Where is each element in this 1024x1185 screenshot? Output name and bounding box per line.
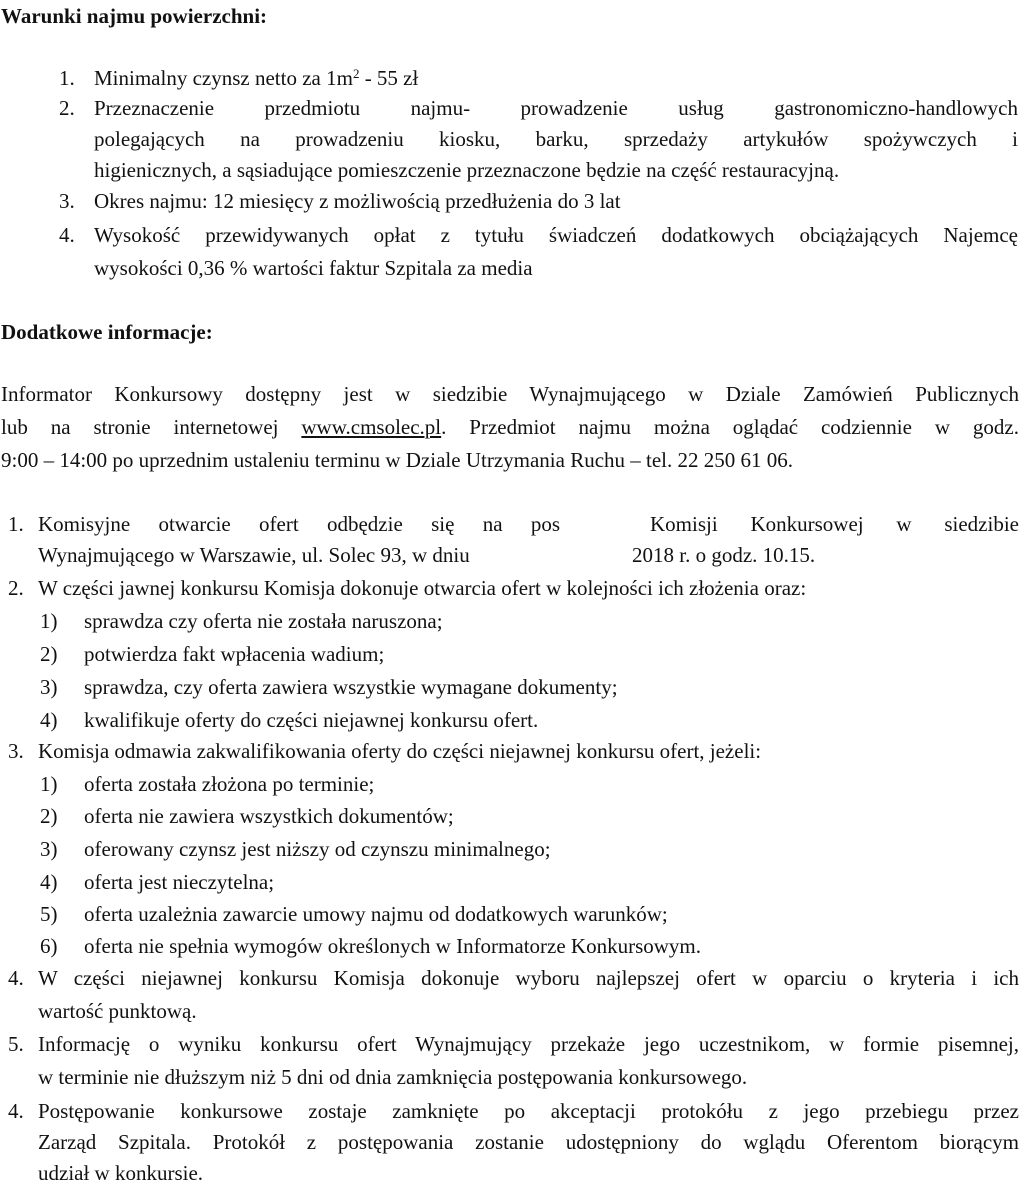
list-item-line: wartość punktową. [38, 999, 197, 1023]
sublist-number: 2) [40, 642, 58, 666]
sublist-number: 1) [40, 609, 58, 633]
list-item-line: w terminie nie dłuższym niż 5 dni od dnia zamknięcia postępowania konkursowego. [38, 1065, 748, 1089]
paragraph-line [1, 417, 1019, 438]
list-number: 3. [8, 739, 24, 763]
sublist-number: 3) [40, 837, 58, 861]
list-item-line: Wysokość przewidywanych opłat z tytułu świadczeń dodatkowych obciążających Najemcę [94, 223, 1018, 247]
paragraph-line: Informator Konkursowy dostępny jest w siedzibie Wynajmującego w Dziale Zamówień Publicznych [1, 382, 1019, 406]
list-number: 4. [59, 223, 75, 247]
list-number: 3. [59, 189, 75, 213]
list-item-line: W części niejawnej konkursu Komisja dokonuje wyboru najlepszej ofert w oparciu o kryteria i ich [38, 966, 1019, 990]
sublist-item: sprawdza czy oferta nie została naruszona; [84, 609, 443, 633]
sublist-item: oferta nie spełnia wymogów określonych w Informatorze Konkursowym. [84, 934, 702, 958]
sublist-number: 6) [40, 934, 58, 958]
paragraph-line: 9:00 – 14:00 po uprzednim ustaleniu terminu w Dziale Utrzymania Ruchu – tel. 22 250 61 06. [1, 448, 794, 472]
sublist-item: oferta uzależnia zawarcie umowy najmu od dodatkowych warunków; [84, 902, 668, 926]
list-number: 4. [8, 966, 24, 990]
list-item-line: Przeznaczenie przedmiotu najmu- prowadzenie usług gastronomiczno-handlowych [94, 96, 1018, 120]
paragraph-text: . Przedmiot najmu można oglądać codziennie w godz. [441, 415, 1019, 439]
list-item-line: Zarząd Szpitala. Protokół z postępowania zostanie udostępniony do wglądu Oferentom biorącym [38, 1130, 1019, 1154]
sublist-item: kwalifikuje oferty do części niejawnej konkursu ofert. [84, 708, 539, 732]
list-item-line: Postępowanie konkursowe zostaje zamknięte po akceptacji protokółu z jego przebiegu przez [38, 1099, 1019, 1123]
superscript: 2 [352, 66, 360, 81]
list-number: 5. [8, 1032, 24, 1056]
list-item-line: polegających na prowadzeniu kiosku, barku, sprzedaży artykułów spożywczych i [94, 127, 1018, 151]
sublist-item: sprawdza, czy oferta zawiera wszystkie wymagane dokumenty; [84, 675, 618, 699]
list-number: 2. [59, 96, 75, 120]
sublist-number: 2) [40, 804, 58, 828]
list-item-line: Informację o wyniku konkursu ofert Wynajmujący przekaże jego uczestnikom, w formie pisemnej, [38, 1032, 1019, 1056]
sublist-number: 1) [40, 772, 58, 796]
sublist-number: 4) [40, 870, 58, 894]
list-number: 1. [59, 66, 75, 90]
list-item-line: higienicznych, a sąsiadujące pomieszczenie przeznaczone będzie na część restauracyjną. [94, 158, 840, 182]
list-item-line: wysokości 0,36 % wartości faktur Szpitala za media [94, 256, 533, 280]
sublist-item: potwierdza fakt wpłacenia wadium; [84, 642, 385, 666]
list-item-line: W części jawnej konkursu Komisja dokonuje otwarcia ofert w kolejności ich złożenia oraz: [38, 576, 807, 600]
list-item-minimalny-czynsz [94, 68, 418, 89]
sublist-item: oferta nie zawiera wszystkich dokumentów; [84, 804, 454, 828]
list-number: 2. [8, 576, 24, 600]
list-item-line: 2018 r. o godz. 10.15. [632, 543, 816, 567]
list-item-line: Komisja odmawia zakwalifikowania oferty do części niejawnej konkursu ofert, jeżeli: [38, 739, 762, 763]
sublist-item: oferowany czynsz jest niższy od czynszu minimalnego; [84, 837, 551, 861]
list-item-okres-najmu: Okres najmu: 12 miesięcy z możliwością przedłużenia do 3 lat [94, 189, 621, 213]
sublist-number: 4) [40, 708, 58, 732]
list-number: 4. [8, 1099, 24, 1123]
sublist-number: 5) [40, 902, 58, 926]
paragraph-text: lub na stronie internetowej [1, 415, 302, 439]
list-item-text: - 55 zł [359, 66, 419, 90]
heading-warunki-najmu: Warunki najmu powierzchni: [1, 4, 268, 28]
list-item-line: udział w konkursie. [38, 1161, 204, 1185]
list-item-line: Komisyjne otwarcie ofert odbędzie się na pos [38, 512, 560, 536]
sublist-item: oferta jest nieczytelna; [84, 870, 275, 894]
sublist-number: 3) [40, 675, 58, 699]
list-item-line: Wynajmującego w Warszawie, ul. Solec 93, w dniu [38, 543, 470, 567]
sublist-item: oferta została złożona po terminie; [84, 772, 375, 796]
list-item-line: Komisji Konkursowej w siedzibie [650, 512, 1019, 536]
website-link[interactable]: www.cmsolec.pl [301, 415, 442, 439]
list-number: 1. [8, 512, 24, 536]
list-item-text: Minimalny czynsz netto za 1m [94, 66, 353, 90]
heading-dodatkowe-informacje: Dodatkowe informacje: [1, 320, 213, 344]
